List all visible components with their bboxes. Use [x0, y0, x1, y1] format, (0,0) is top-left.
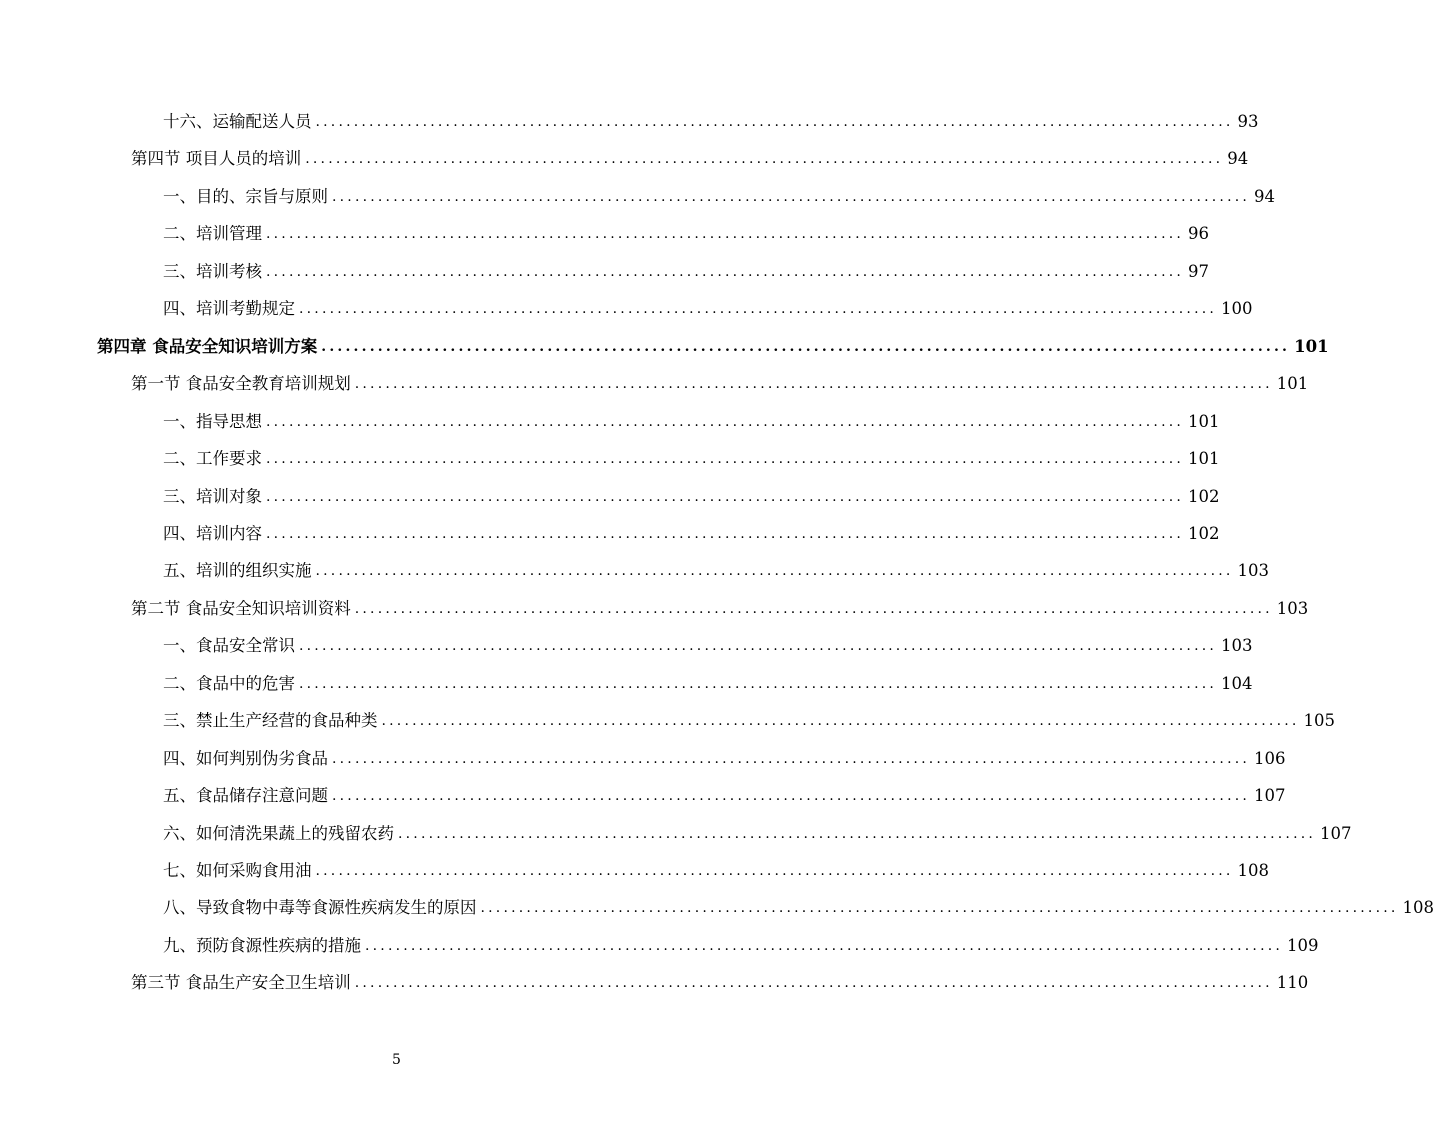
toc-dot-leader: ........................................................................................................................: [266, 226, 1185, 243]
toc-entry-title: 第二节 食品安全知识培训资料: [131, 598, 351, 618]
toc-dot-leader: ........................................................................................................................: [299, 675, 1218, 692]
toc-entry-title: 四、培训内容: [163, 523, 262, 543]
toc-entry-title: 一、指导思想: [163, 411, 262, 431]
toc-entry-page: 106: [1254, 748, 1286, 768]
toc-subsection-entry[interactable]: [163, 784, 1286, 808]
toc-entry-page: 104: [1221, 673, 1253, 693]
toc-entry-page: 97: [1188, 261, 1210, 281]
toc-dot-leader: ........................................................................................................................: [354, 600, 1273, 617]
toc-subsection-entry[interactable]: [163, 559, 1270, 583]
toc-dot-leader: ........................................................................................................................: [381, 713, 1300, 730]
toc-dot-leader: ........................................................................................................................: [480, 900, 1399, 917]
toc-subsection-entry[interactable]: [163, 672, 1253, 696]
toc-chapter-entry[interactable]: [97, 335, 1329, 359]
toc-dot-leader: ........................................................................................................................: [266, 263, 1185, 280]
toc-subsection-entry[interactable]: [163, 260, 1210, 284]
toc-dot-leader: ........................................................................................................................: [332, 788, 1251, 805]
toc-subsection-entry[interactable]: [163, 896, 1434, 920]
toc-dot-leader: ........................................................................................................................: [332, 188, 1251, 205]
toc-entry-page: 93: [1237, 112, 1259, 131]
toc-dot-leader: ........................................................................................................................: [365, 937, 1284, 954]
toc-entry-page: 101: [1276, 374, 1309, 394]
toc-section-entry[interactable]: [131, 147, 1249, 171]
toc-subsection-entry[interactable]: [163, 747, 1286, 771]
toc-entry-page: 103: [1276, 598, 1309, 618]
toc-dot-leader: ........................................................................................................................: [315, 114, 1234, 130]
toc-dot-leader: ........................................................................................................................: [266, 451, 1185, 468]
toc-entry-page: 101: [1294, 336, 1329, 356]
toc-entry-title: 九、预防食源性疾病的措施: [163, 935, 361, 955]
toc-entry-title: 四、培训考勤规定: [163, 299, 295, 319]
toc-entry-page: 108: [1237, 861, 1270, 880]
toc-entry-title: 十六、运输配送人员: [163, 112, 312, 131]
toc-dot-leader: ........................................................................................................................: [354, 975, 1273, 992]
toc-dot-leader: ........................................................................................................................: [354, 376, 1273, 393]
toc-dot-leader: ........................................................................................................................: [398, 825, 1317, 842]
toc-subsection-entry[interactable]: [163, 934, 1319, 958]
toc-subsection-entry[interactable]: [163, 485, 1220, 509]
toc-section-entry[interactable]: [131, 971, 1309, 995]
toc-entry-page: 96: [1188, 224, 1210, 244]
toc-entry-page: 101: [1188, 449, 1220, 469]
toc-entry-title: 第一节 食品安全教育培训规划: [131, 374, 351, 394]
toc-entry-title: 二、培训管理: [163, 224, 262, 244]
toc-subsection-entry[interactable]: [163, 634, 1253, 658]
toc-dot-leader: ........................................................................................................................: [305, 151, 1224, 168]
toc-entry-page: 100: [1221, 299, 1253, 319]
toc-subsection-entry[interactable]: [163, 297, 1253, 321]
toc-entry-title: 二、工作要求: [163, 449, 262, 469]
toc-section-entry[interactable]: [131, 597, 1309, 621]
toc-entry-title: 一、食品安全常识: [163, 636, 295, 656]
toc-entry-page: 102: [1188, 486, 1220, 506]
toc-entry-title: 八、导致食物中毒等食源性疾病发生的原因: [163, 898, 477, 918]
toc-subsection-entry[interactable]: [163, 822, 1352, 846]
toc-entry-page: 105: [1303, 711, 1336, 731]
toc-subsection-entry[interactable]: [163, 447, 1220, 471]
toc-entry-title: 三、培训考核: [163, 261, 262, 281]
toc-entry-page: 103: [1237, 561, 1270, 581]
toc-dot-leader: ........................................................................................................................: [315, 563, 1234, 580]
toc-dot-leader: ........................................................................................................................: [266, 525, 1185, 542]
toc-entry-title: 第三节 食品生产安全卫生培训: [131, 973, 351, 993]
toc-entry-page: 101: [1188, 411, 1220, 431]
toc-entry-title: 第四章 食品安全知识培训方案: [97, 336, 318, 356]
toc-entry-page: 94: [1254, 186, 1276, 206]
toc-entry-title: 第四节 项目人员的培训: [131, 149, 302, 169]
toc-subsection-entry[interactable]: [163, 709, 1336, 733]
toc-entry-title: 三、培训对象: [163, 486, 262, 506]
toc-dot-leader: ........................................................................................................................: [266, 488, 1185, 505]
page-number: 5: [392, 1052, 401, 1068]
toc-entry-title: 三、禁止生产经营的食品种类: [163, 711, 378, 731]
toc-dot-leader: ........................................................................................................................: [332, 750, 1251, 767]
toc-dot-leader: ........................................................................................................................: [299, 301, 1218, 318]
toc-entry-title: 二、食品中的危害: [163, 673, 295, 693]
toc-subsection-entry[interactable]: [163, 110, 1259, 134]
toc-entry-page: 107: [1320, 823, 1352, 843]
toc-entry-title: 五、培训的组织实施: [163, 561, 312, 581]
toc-section-entry[interactable]: [131, 372, 1309, 396]
toc-entry-title: 四、如何判别伪劣食品: [163, 748, 328, 768]
toc-subsection-entry[interactable]: [163, 859, 1270, 883]
toc-subsection-entry[interactable]: [163, 185, 1276, 209]
toc-entry-page: 109: [1287, 935, 1319, 955]
toc-entry-page: 108: [1402, 898, 1434, 918]
toc-subsection-entry[interactable]: [163, 410, 1220, 434]
toc-entry-page: 110: [1276, 973, 1309, 993]
toc-entry-page: 107: [1254, 786, 1286, 806]
toc-dot-leader: ........................................................................................................................: [315, 863, 1234, 879]
toc-subsection-entry[interactable]: [163, 222, 1210, 246]
toc-entry-title: 六、如何清洗果蔬上的残留农药: [163, 823, 394, 843]
toc-entry-title: 七、如何采购食用油: [163, 861, 312, 880]
toc-dot-leader: ........................................................................................................................: [299, 638, 1218, 655]
toc-entry-title: 一、目的、宗旨与原则: [163, 186, 328, 206]
toc-entry-page: 94: [1227, 149, 1249, 169]
toc-entry-title: 五、食品储存注意问题: [163, 786, 328, 806]
toc-entry-page: 103: [1221, 636, 1253, 656]
toc-dot-leader: ........................................................................................................................: [321, 338, 1291, 355]
toc-entry-page: 102: [1188, 523, 1220, 543]
toc-dot-leader: ........................................................................................................................: [266, 413, 1185, 430]
toc-subsection-entry[interactable]: [163, 522, 1220, 546]
